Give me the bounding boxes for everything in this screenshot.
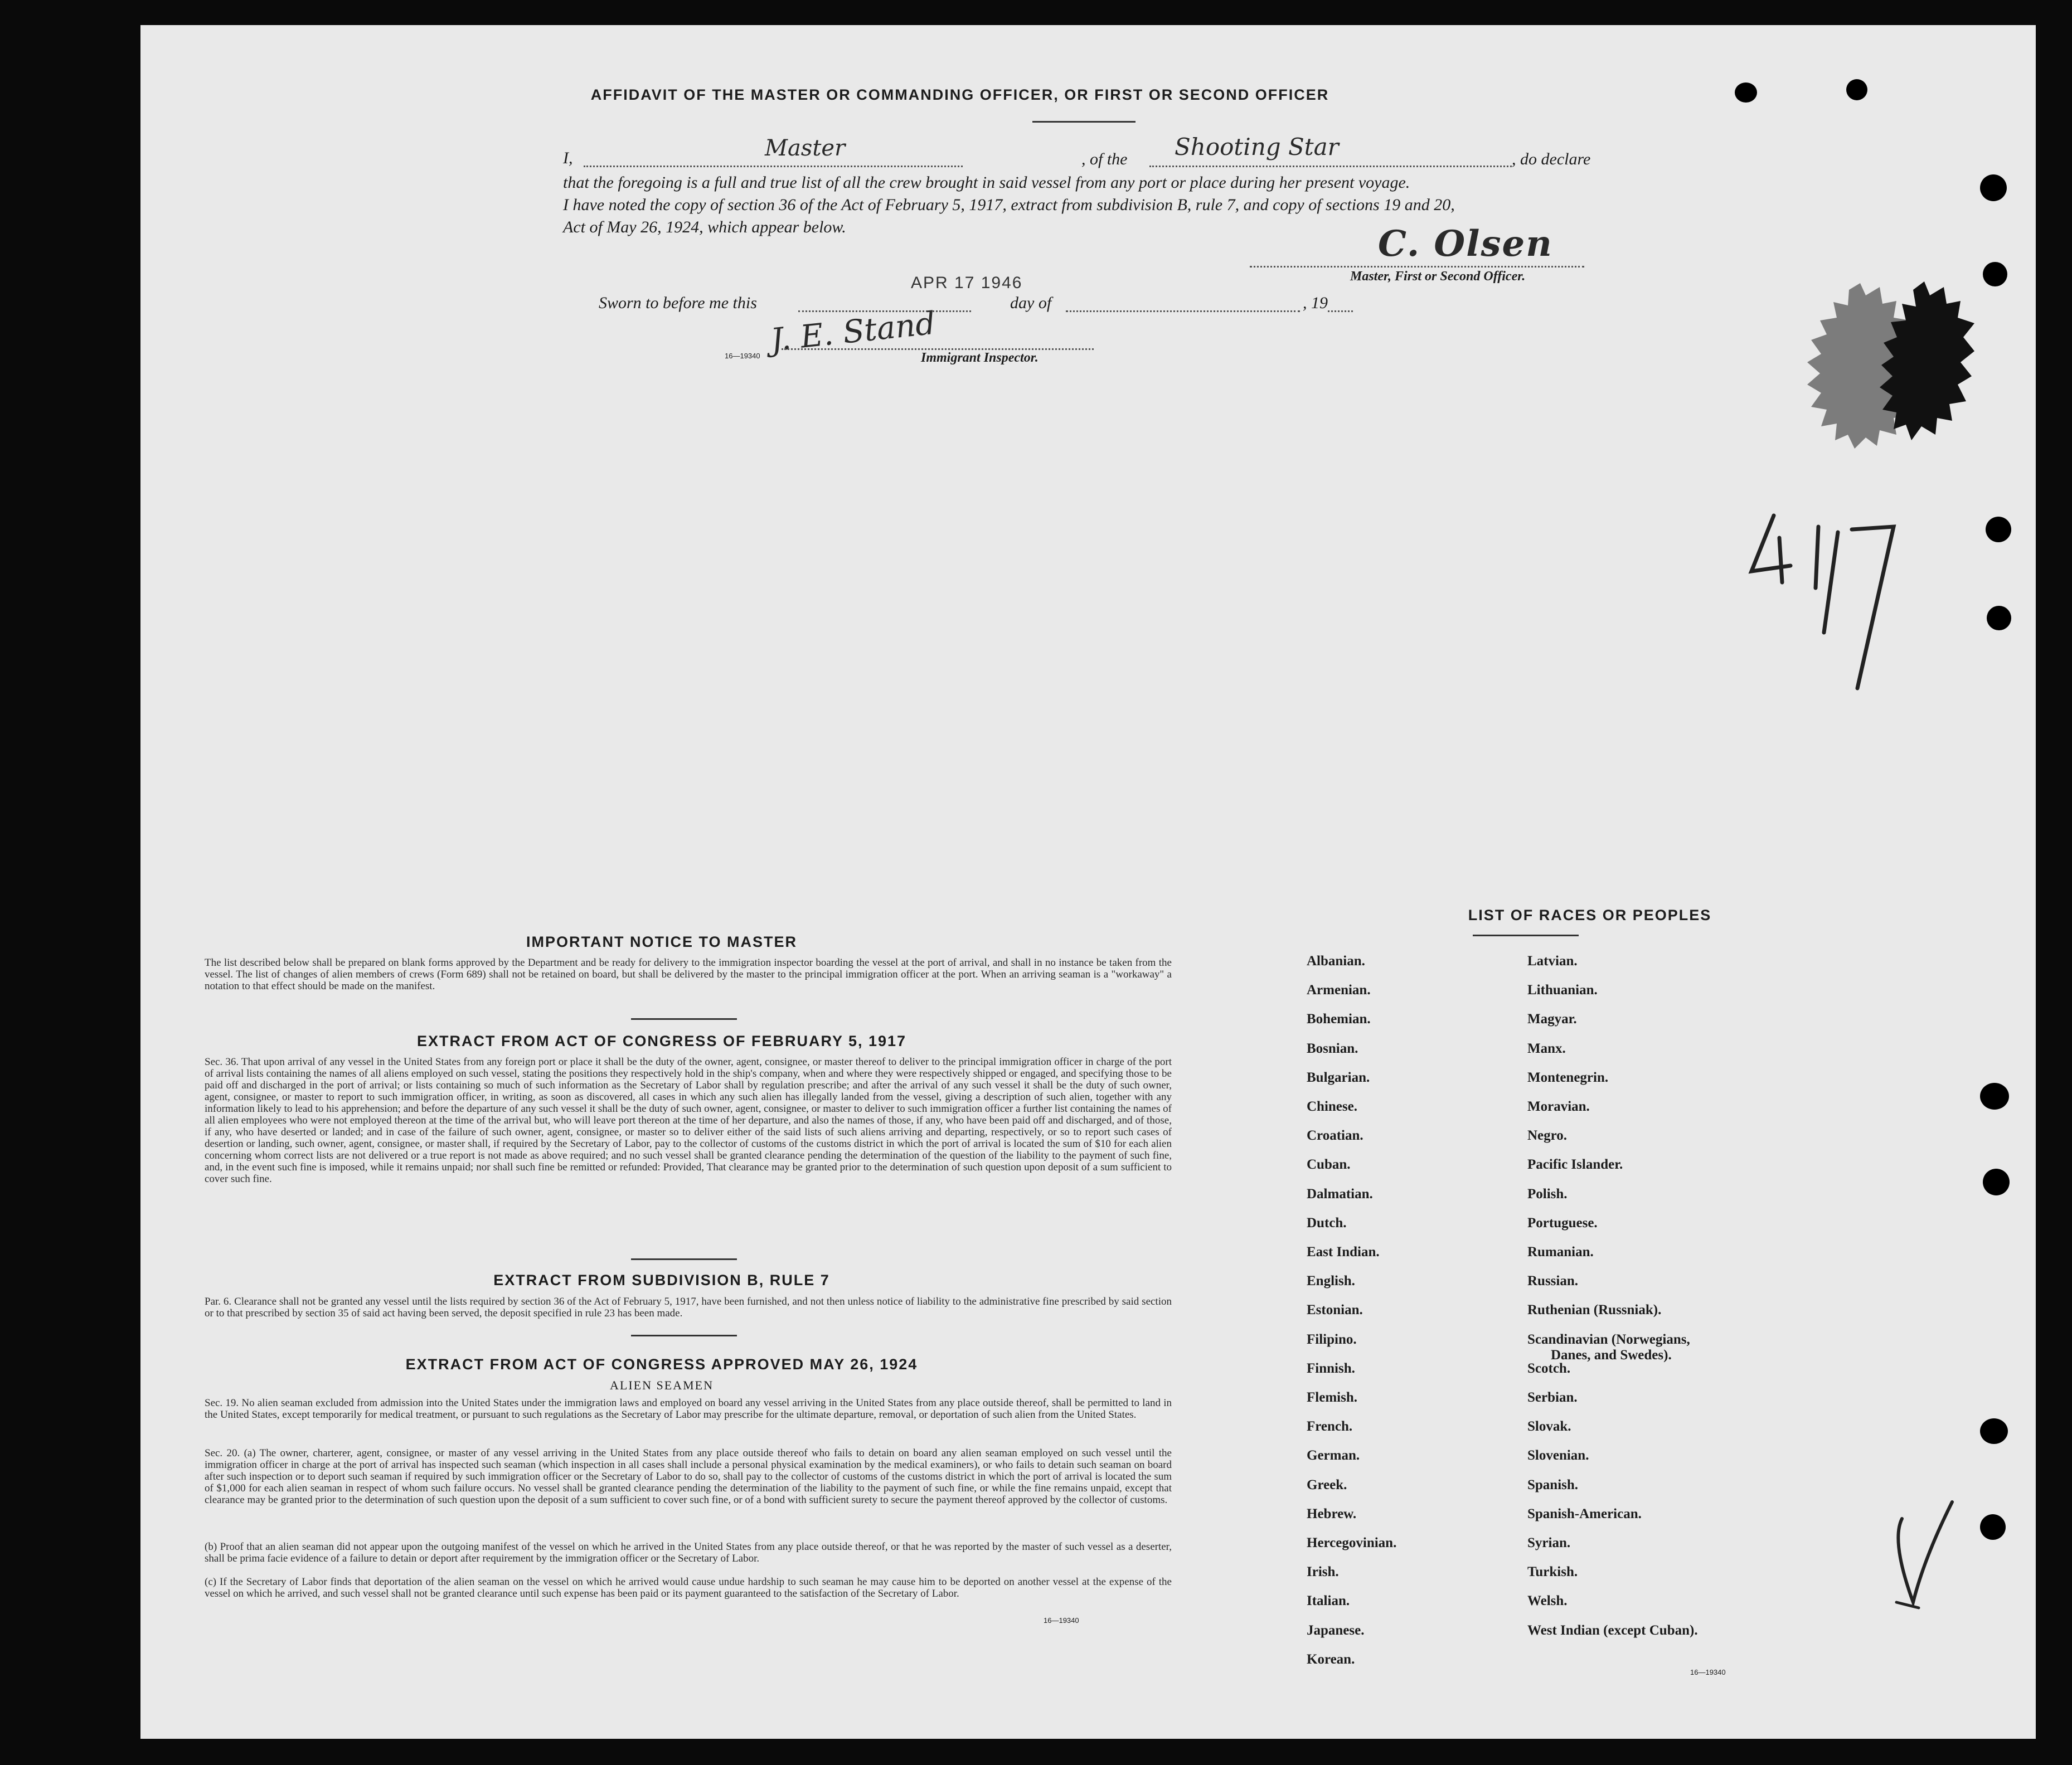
year-prefix: , 19 bbox=[1303, 294, 1328, 312]
title-rule bbox=[1032, 121, 1136, 123]
race-item: English. bbox=[1307, 1273, 1355, 1289]
race-item: Russian. bbox=[1527, 1273, 1579, 1289]
race-item: Greek. bbox=[1307, 1477, 1347, 1492]
signature-caption: Master, First or Second Officer. bbox=[1350, 269, 1526, 284]
race-item: Japanese. bbox=[1307, 1622, 1365, 1638]
race-item: Spanish-American. bbox=[1527, 1506, 1642, 1521]
form-number-races: 16—19340 bbox=[1690, 1668, 1726, 1676]
race-item: German. bbox=[1307, 1448, 1360, 1463]
check-mark-icon bbox=[1885, 1491, 1963, 1625]
race-item: Korean. bbox=[1307, 1651, 1355, 1667]
race-item: Estonian. bbox=[1307, 1302, 1363, 1318]
affidavit-line-2: that the foregoing is a full and true list of all the crew brought in said vessel from any port or place during her present voyage. bbox=[563, 173, 1410, 192]
notice-text: The list described below shall be prepared on blank forms approved by the Department and be ready for delivery to the immigration inspector boarding the vessel at the port of arrival, and shall in no instance be taken from the vessel. The list of changes of alien members of crews (Form 689) shall not be retained on board, but shall be delivered by the master to the principal immigration officer at the port. When an arriving seaman is a "workaway" a notation to that effect should be made on the manifest. bbox=[205, 957, 1172, 992]
inspector-signature: J. E. Stand bbox=[769, 305, 937, 359]
rule-7-rule bbox=[631, 1335, 737, 1336]
race-item: Filipino. bbox=[1307, 1331, 1357, 1347]
race-item: Croatian. bbox=[1307, 1128, 1363, 1144]
master-name-line bbox=[584, 166, 963, 167]
act-1924-sec-20c: (c) If the Secretary of Labor finds that deportation of the alien seaman on the vessel on which he arrived would cause undue hardship to such seaman he may cause him to be deported on another vessel at the expense of the vessel on which he arrived, and such vessel shall not be granted clearance until such expense has been paid or its payment guaranteed to the satisfaction of the Secretary of Labor. bbox=[205, 1576, 1172, 1599]
race-item: Irish. bbox=[1307, 1564, 1339, 1580]
race-item: Slovak. bbox=[1527, 1419, 1571, 1435]
i-prefix: I, bbox=[563, 149, 573, 167]
race-item: Moravian. bbox=[1527, 1099, 1590, 1114]
date-stamp: APR 17 1946 bbox=[911, 274, 1023, 292]
race-item: Armenian. bbox=[1307, 983, 1371, 998]
affidavit-line-3: I have noted the copy of section 36 of the Act of February 5, 1917, extract from subdivision B, rule 7, and copy of sections 19 and 20, bbox=[563, 196, 1455, 214]
inspector-line bbox=[782, 348, 1094, 350]
punch-hole bbox=[1735, 82, 1757, 103]
race-item: Italian. bbox=[1307, 1593, 1350, 1609]
race-item: Spanish. bbox=[1527, 1477, 1579, 1492]
race-item: Slovenian. bbox=[1527, 1448, 1589, 1463]
year-line bbox=[1328, 310, 1353, 312]
vessel-name-line bbox=[1149, 166, 1512, 167]
act-1924-sec-20a: Sec. 20. (a) The owner, charterer, agent, consignee, or master of any vessel arriving in the United States from any place outside thereof who fails to detain on board any alien seaman employed on such vessel until the immigration officer in charge at the port of arrival has inspected such seaman (which inspection in all cases shall include a personal physical examination by the medical examiners), or who fails to detain such seaman on board after such inspection or to deport such seaman if required by such immigration officer or the Secretary of Labor to do so, shall pay to the collector of customs of the customs district in which the port of arrival is located the sum of $1,000 for each alien seaman in respect of whom such failure occurs. No vessel shall be granted clearance pending the determination of the liability to the payment of such fine, or while the fine remains unpaid, except that clearance may be granted prior to the determination of such question upon the deposit of a sum sufficient to cover such fine, or of a bond with sufficient surety to secure the payment thereof approved by the collector of customs. bbox=[205, 1447, 1172, 1506]
race-item: Serbian. bbox=[1527, 1390, 1578, 1405]
notary-seal-icon bbox=[1782, 279, 1977, 457]
race-item: Welsh. bbox=[1527, 1593, 1568, 1609]
master-name-handwritten: Master bbox=[765, 135, 846, 161]
race-item: Danes, and Swedes). bbox=[1551, 1347, 1672, 1363]
form-number-affidavit: 16—19340 bbox=[725, 352, 760, 360]
act-1924-sec-19: Sec. 19. No alien seaman excluded from admission into the United States under the immigration laws and employed on board any vessel arriving in the United States from any place outside thereof, shall be permitted to land in the United States, except temporarily for medical treatment, or pursuant to such regulations as the Secretary of Labor may prescribe for the ultimate departure, removal, or deportation of such alien from the United States. bbox=[205, 1397, 1172, 1421]
race-item: Rumanian. bbox=[1527, 1244, 1594, 1260]
races-title: LIST OF RACES OR PEOPLES bbox=[1468, 907, 1712, 923]
act-1917-rule bbox=[631, 1258, 737, 1260]
document-page bbox=[140, 25, 2036, 1739]
punch-hole bbox=[1986, 517, 2011, 542]
race-item: Cuban. bbox=[1307, 1157, 1351, 1173]
races-rule bbox=[1473, 935, 1579, 936]
race-item: Finnish. bbox=[1307, 1360, 1355, 1376]
act-1924-sec-20b: (b) Proof that an alien seaman did not appear upon the outgoing manifest of the vessel on which he arrived in the United States from any place outside thereof, or that he was reported by the master of such vessel as a deserter, shall be prima facie evidence of a failure to detain or deport after requirement by the immigration officer or the Secretary of Labor. bbox=[205, 1541, 1172, 1564]
affidavit-title: AFFIDAVIT OF THE MASTER OR COMMANDING OFFICER, OR FIRST OR SECOND OFFICER bbox=[590, 86, 1329, 103]
of-the-label: , of the bbox=[1081, 150, 1128, 168]
race-item: Flemish. bbox=[1307, 1390, 1357, 1405]
inspector-caption: Immigrant Inspector. bbox=[921, 351, 1039, 365]
race-item: Pacific Islander. bbox=[1527, 1157, 1623, 1173]
vessel-name-handwritten: Shooting Star bbox=[1175, 133, 1339, 161]
race-item: Chinese. bbox=[1307, 1099, 1357, 1114]
act-1917-title: EXTRACT FROM ACT OF CONGRESS OF FEBRUARY 5, 1917 bbox=[416, 1033, 907, 1049]
punch-hole bbox=[1983, 1169, 2010, 1195]
race-item: Latvian. bbox=[1527, 954, 1578, 969]
sworn-label: Sworn to before me this bbox=[599, 294, 757, 312]
race-item: French. bbox=[1307, 1419, 1353, 1435]
do-declare-label: , do declare bbox=[1512, 150, 1591, 168]
punch-hole bbox=[1846, 79, 1867, 100]
race-item: East Indian. bbox=[1307, 1244, 1380, 1260]
act-1924-title: EXTRACT FROM ACT OF CONGRESS APPROVED MAY 26, 1924 bbox=[405, 1356, 918, 1373]
race-item: Portuguese. bbox=[1527, 1215, 1598, 1231]
race-item: West Indian (except Cuban). bbox=[1527, 1622, 1698, 1638]
rule-7-title: EXTRACT FROM SUBDIVISION B, RULE 7 bbox=[493, 1272, 830, 1289]
punch-hole bbox=[1983, 262, 2007, 286]
act-1917-text: Sec. 36. That upon arrival of any vessel in the United States from any foreign port or place it shall be the duty of the owner, agent, consignee, or master thereof to deliver to the principal immigration officer in charge of the port of arrival lists containing the names of all aliens employed on such vessel, stating the positions they respectively hold in the ship's company, when and where they were respectively shipped or engaged, and specifying those to be paid off and discharged in the port of arrival; or lists containing so much of such information as the Secretary of Labor shall by regulation prescribe; and after the arrival of any such vessel it shall be the duty of such owner, agent, consignee, or master to report to such immigration officer, in writing, as soon as discovered, all cases in which any such alien has illegally landed from the vessel, giving a description of such alien, together with any information likely to lead to his apprehension; and before the departure of any such vessel it shall be the duty of such owner, agent, consignee, or master to deliver to such immigration officer a further list containing the names of all alien employees who were not employed thereon at the time of the arrival but, who will leave port thereon at the time of her departure, and also the names of those, if any, who have been paid off and discharged, and of those, if any, who have deserted or landed; and in case of the failure of such owner, agent, consignee, or master so to deliver either of the said lists of such aliens arriving and departing, respectively, or so to report such cases of desertion or landing, such owner, agent, consignee, or master shall, if required by the Secretary of Labor, pay to the collector of customs of the customs district in which the port of arrival is located the sum of $10 for each alien concerning whom correct lists are not delivered or a true report is not made as above required; and no such vessel shall be granted clearance pending the determination of the question of the liability to the payment of such fine, and, in the event such fine is imposed, while it remains unpaid; nor shall such fine be remitted or refunded: Provided, That clearance may be granted prior to the determination of such question upon deposit of a sum sufficient to cover such fine. bbox=[205, 1056, 1172, 1185]
form-number-extracts: 16—19340 bbox=[1044, 1616, 1079, 1625]
race-item: Albanian. bbox=[1307, 954, 1365, 969]
race-item: Lithuanian. bbox=[1527, 983, 1598, 998]
race-item: Bulgarian. bbox=[1307, 1069, 1370, 1085]
day-of-label: day of bbox=[1010, 294, 1052, 312]
race-item: Magyar. bbox=[1527, 1012, 1577, 1027]
race-item: Dutch. bbox=[1307, 1215, 1347, 1231]
sworn-month-line bbox=[1066, 310, 1300, 312]
race-item: Polish. bbox=[1527, 1186, 1568, 1202]
race-item: Negro. bbox=[1527, 1128, 1568, 1144]
notice-rule bbox=[631, 1018, 737, 1020]
affidavit-line-4: Act of May 26, 1924, which appear below. bbox=[563, 218, 846, 236]
notice-title: IMPORTANT NOTICE TO MASTER bbox=[526, 933, 797, 950]
signature-line bbox=[1250, 266, 1584, 268]
race-item: Ruthenian (Russniak). bbox=[1527, 1302, 1662, 1318]
race-item: Hercegovinian. bbox=[1307, 1535, 1397, 1550]
race-item: Scandinavian (Norwegians, bbox=[1527, 1331, 1690, 1347]
race-item: Turkish. bbox=[1527, 1564, 1578, 1580]
punch-hole bbox=[1987, 606, 2011, 630]
race-item: Bosnian. bbox=[1307, 1040, 1358, 1056]
master-signature: C. Olsen bbox=[1378, 223, 1553, 265]
punch-hole bbox=[1980, 1083, 2009, 1110]
rule-7-text: Par. 6. Clearance shall not be granted any vessel until the lists required by section 36 of the Act of February 5, 1917, have been furnished, and not then unless notice of liability to the administrative fine prescribed by said section or to that prescribed by section 35 of said act having been served, the deposit specified in rule 23 has been made. bbox=[205, 1296, 1172, 1319]
punch-hole bbox=[1980, 1418, 2008, 1444]
date-mark-icon bbox=[1740, 504, 1919, 716]
race-item: Syrian. bbox=[1527, 1535, 1571, 1550]
race-item: Bohemian. bbox=[1307, 1012, 1371, 1027]
race-item: Montenegrin. bbox=[1527, 1069, 1609, 1085]
act-1924-subtitle: ALIEN SEAMEN bbox=[610, 1378, 714, 1392]
race-item: Scotch. bbox=[1527, 1360, 1571, 1376]
punch-hole bbox=[1980, 1514, 2006, 1540]
race-item: Hebrew. bbox=[1307, 1506, 1357, 1521]
race-item: Manx. bbox=[1527, 1040, 1566, 1056]
punch-hole bbox=[1980, 174, 2007, 201]
race-item: Dalmatian. bbox=[1307, 1186, 1373, 1202]
